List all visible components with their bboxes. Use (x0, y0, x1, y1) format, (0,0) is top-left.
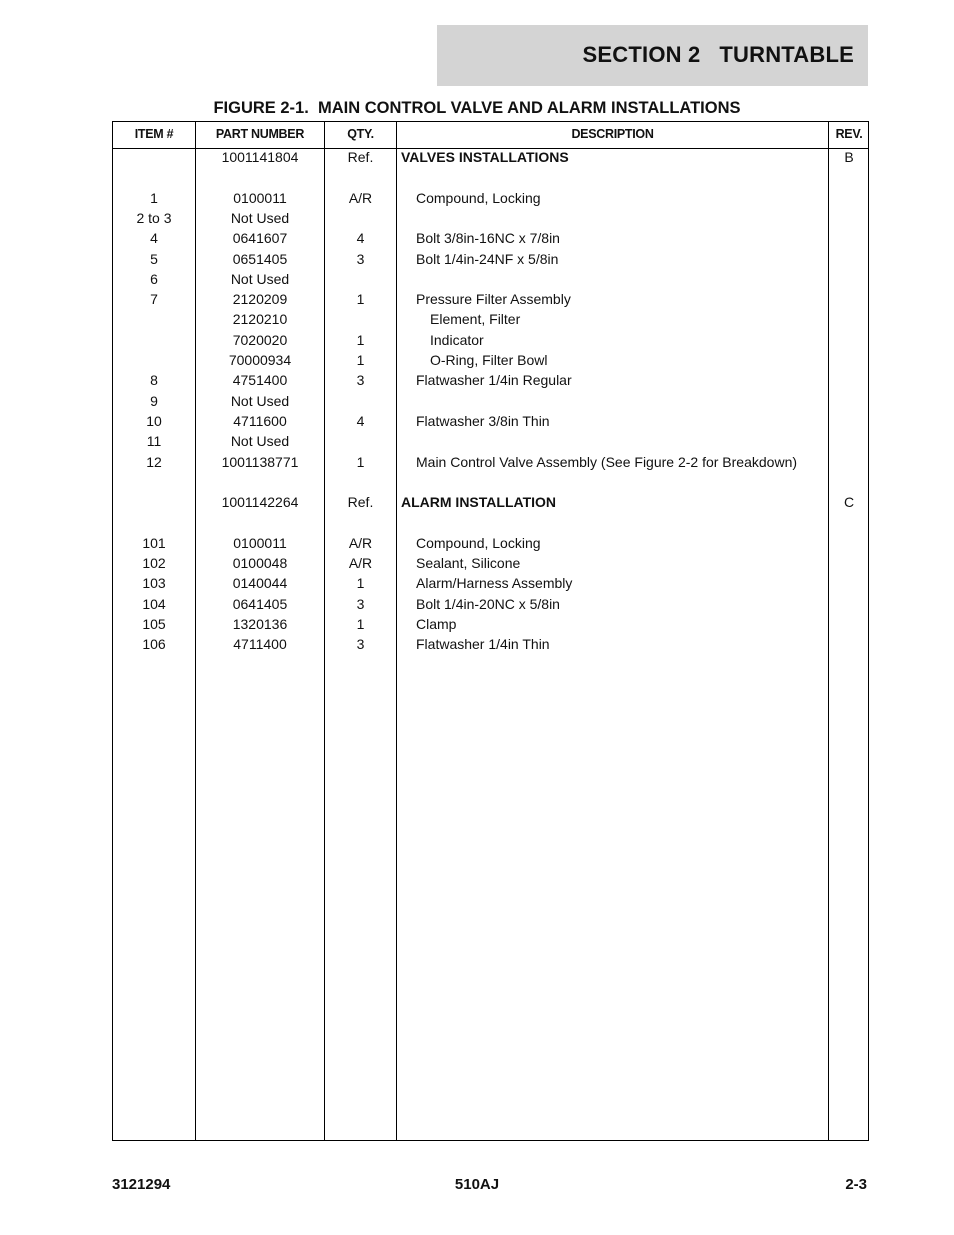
description-text: Alarm/Harness Assembly (416, 575, 573, 592)
cell-quantity: Ref. (347, 494, 374, 511)
cell-quantity: 1 (356, 615, 365, 632)
table-row (113, 614, 868, 634)
description-text: Bolt 1/4in-20NC x 5/8in (416, 595, 560, 612)
cell-part-number: Not Used (230, 392, 290, 409)
column-header-description: DESCRIPTION (571, 127, 654, 141)
cell-item-number: 5 (150, 250, 158, 267)
table-row (113, 167, 868, 187)
cell-quantity: A/R (348, 189, 373, 206)
cell-revision: B (844, 149, 854, 165)
cell-part-number: 70000934 (228, 352, 292, 368)
cell-item-number: 2 to 3 (136, 209, 172, 226)
table-row (113, 370, 868, 390)
table-row (113, 249, 868, 269)
description-text: Element, Filter (430, 311, 521, 328)
document-number: 3121294 (112, 1176, 171, 1193)
description-text: ALARM INSTALLATION (401, 494, 557, 511)
cell-item-number: 105 (142, 615, 166, 632)
section-header (437, 25, 868, 86)
description-text: Bolt 1/4in-24NF x 5/8in (416, 250, 559, 267)
model-name: 510AJ (454, 1176, 500, 1193)
cell-part-number: 0100048 (232, 555, 288, 571)
cell-item-number: 11 (146, 433, 162, 450)
cell-part-number: 2120209 (232, 291, 288, 308)
table-row (113, 269, 868, 289)
cell-revision: C (843, 494, 855, 511)
table-row (113, 330, 868, 350)
table-row (113, 634, 868, 654)
cell-item-number: 8 (150, 372, 158, 389)
cell-part-number: 1320136 (232, 615, 288, 632)
cell-part-number: Not Used (230, 209, 290, 226)
cell-quantity: 1 (356, 291, 365, 308)
table-row (113, 492, 868, 512)
table-row (113, 553, 868, 573)
cell-item-number: 10 (146, 412, 162, 429)
cell-quantity: A/R (348, 534, 373, 551)
cell-item-number: 102 (142, 555, 166, 571)
table-row (113, 512, 868, 532)
cell-part-number: 0100011 (233, 189, 287, 206)
cell-quantity: 4 (356, 230, 365, 247)
cell-part-number: 0651405 (232, 250, 288, 267)
description-text: Compound, Locking (416, 189, 541, 206)
cell-part-number: 0641405 (232, 595, 288, 612)
description-text: Main Control Valve Assembly (See Figure 2-2 for Breakdown) (416, 453, 798, 470)
table-row (113, 594, 868, 614)
column-header-rev: REV. (835, 127, 863, 141)
cell-part-number: Not Used (230, 433, 290, 450)
description-text: Clamp (416, 615, 457, 632)
cell-item-number: 103 (142, 575, 166, 592)
cell-quantity: 3 (356, 595, 365, 612)
cell-item-number: 101 (142, 534, 166, 551)
description-text: Flatwasher 3/8in Thin (416, 412, 550, 429)
table-row (113, 431, 868, 451)
cell-quantity: 4 (356, 412, 365, 429)
column-header-part-number: PART NUMBER (215, 127, 305, 141)
cell-part-number: 1001142264 (221, 494, 299, 511)
cell-quantity: 1 (356, 352, 365, 368)
cell-quantity: A/R (348, 555, 373, 571)
cell-item-number: 6 (150, 270, 158, 287)
cell-item-number: 9 (150, 392, 158, 409)
cell-part-number: 0100011 (233, 534, 287, 551)
cell-part-number: 4751400 (232, 372, 288, 389)
table-row (113, 411, 868, 431)
table-row (113, 188, 868, 208)
cell-quantity: 1 (356, 331, 365, 348)
cell-item-number: 104 (142, 595, 166, 612)
cell-part-number: 1001141804 (221, 149, 299, 165)
cell-part-number: 4711600 (233, 412, 287, 429)
cell-part-number: Not Used (230, 270, 290, 287)
cell-item-number: 106 (142, 636, 166, 653)
table-row (113, 208, 868, 228)
cell-part-number: 2120210 (232, 311, 288, 328)
cell-quantity: 3 (356, 250, 365, 267)
cell-quantity: Ref. (347, 149, 374, 165)
cell-quantity: 3 (356, 372, 365, 389)
cell-quantity: 1 (356, 453, 365, 470)
description-text: Compound, Locking (416, 534, 541, 551)
description-text: Flatwasher 1/4in Regular (416, 372, 572, 389)
column-header-qty: QTY. (347, 127, 374, 141)
table-row (113, 472, 868, 492)
description-text: Bolt 3/8in-16NC x 7/8in (416, 230, 560, 247)
table-row (113, 573, 868, 593)
cell-item-number: 12 (146, 453, 162, 470)
table-row (113, 391, 868, 411)
cell-part-number: 7020020 (232, 331, 288, 348)
table-row (113, 452, 868, 472)
cell-part-number: 4711400 (233, 636, 287, 653)
description-text: Flatwasher 1/4in Thin (416, 636, 550, 653)
cell-part-number: 1001138771 (221, 453, 299, 470)
page-number: 2-3 (845, 1176, 867, 1193)
figure-title: FIGURE 2-1. MAIN CONTROL VALVE AND ALARM INSTALLATIONS (213, 99, 741, 117)
description-text: VALVES INSTALLATIONS (401, 149, 569, 165)
table-row (113, 289, 868, 309)
table-row (113, 147, 868, 167)
description-text: Pressure Filter Assembly (416, 291, 571, 308)
description-text: O-Ring, Filter Bowl (430, 352, 548, 368)
cell-item-number: 7 (150, 291, 158, 308)
column-header-item: ITEM # (134, 127, 174, 141)
description-text: Indicator (430, 331, 484, 348)
description-text: Sealant, Silicone (416, 555, 521, 571)
cell-part-number: 0641607 (232, 230, 288, 247)
table-row (113, 309, 868, 329)
cell-quantity: 1 (356, 575, 365, 592)
cell-part-number: 0140044 (232, 575, 288, 592)
parts-table (112, 121, 869, 1141)
table-row (113, 350, 868, 370)
table-row (113, 228, 868, 248)
cell-item-number: 4 (150, 230, 158, 247)
cell-quantity: 3 (356, 636, 365, 653)
table-row (113, 533, 868, 553)
section-title: SECTION 2 TURNTABLE (582, 42, 854, 67)
cell-item-number: 1 (150, 189, 158, 206)
